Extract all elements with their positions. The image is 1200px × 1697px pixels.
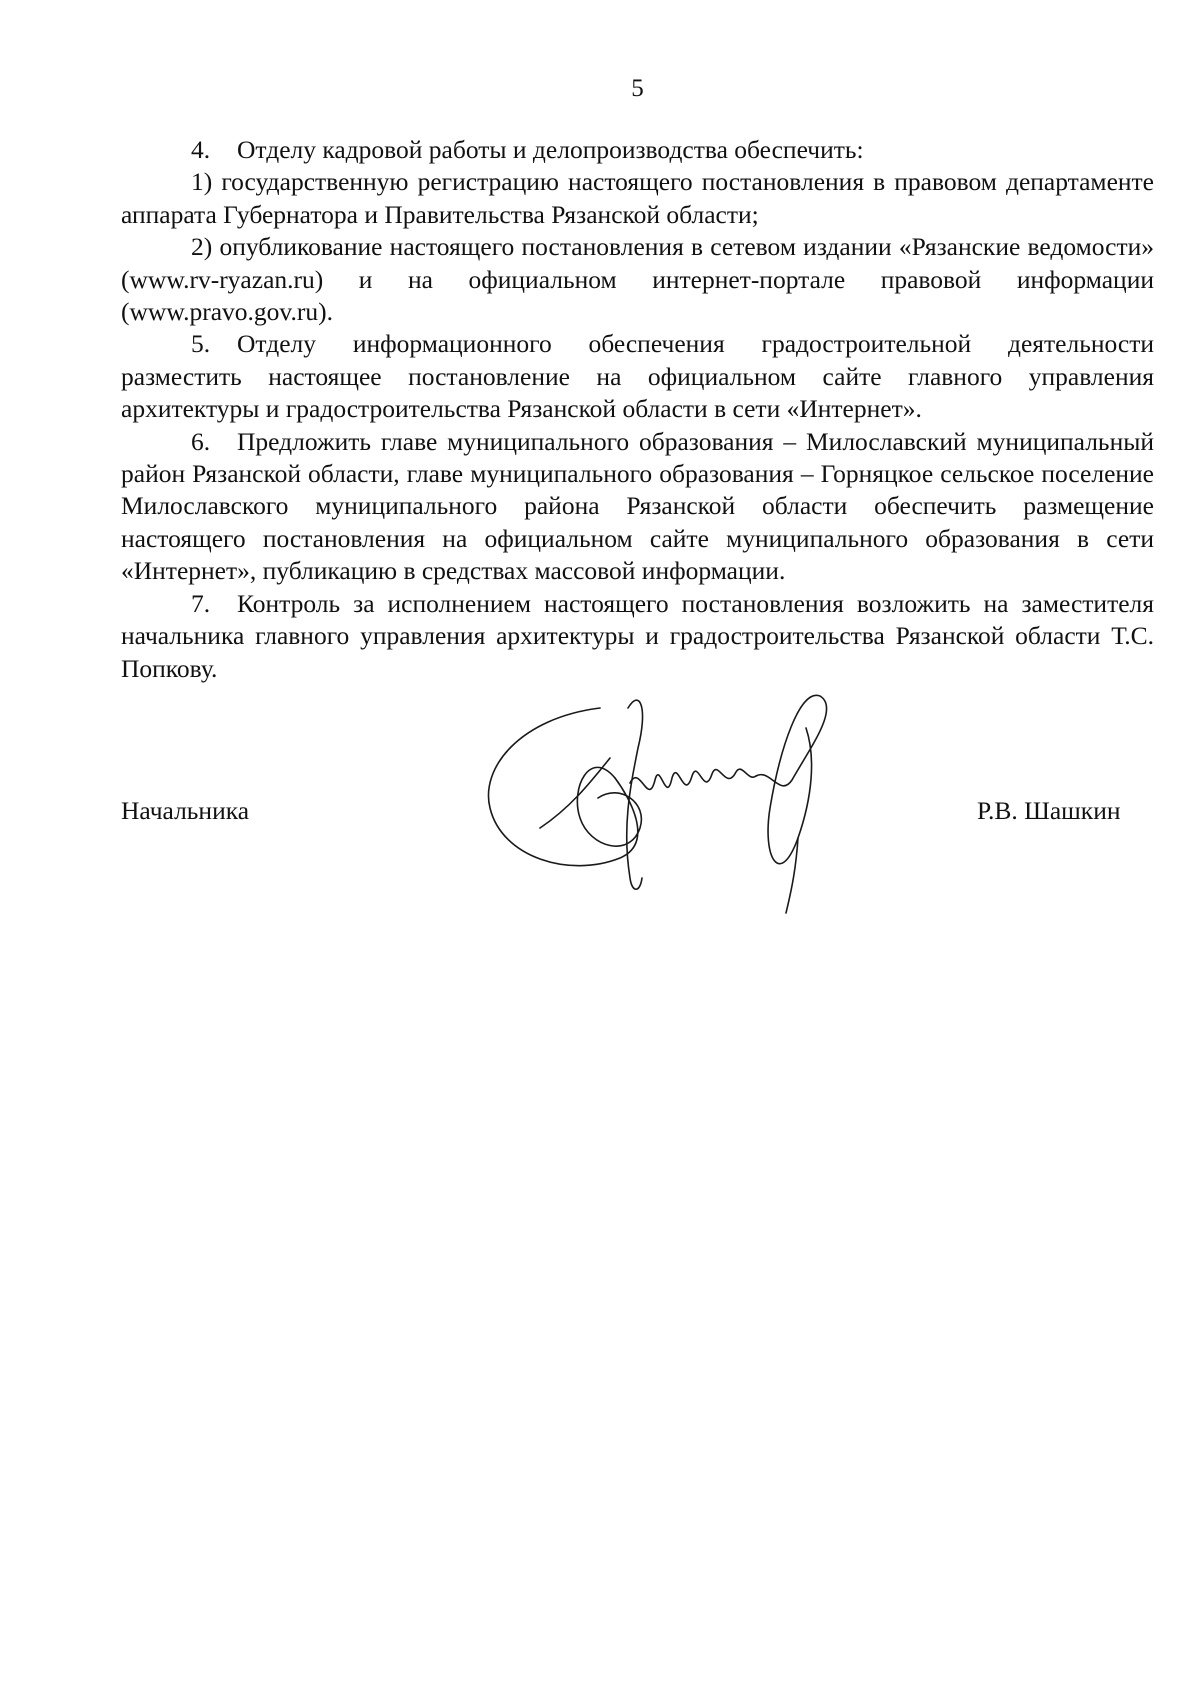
clause-text: 1) государственную регистрацию настоящего постановления в правовом департаменте аппарата Губернатора и Правительства Рязанской области; <box>121 167 1154 229</box>
clause-4 <box>121 134 1154 166</box>
signatory-name: Р.В. Шашкин <box>977 796 1121 825</box>
clause-4-subitem-2 <box>121 231 1154 328</box>
clause-text: Предложить главе муниципального образования – Милославский муниципальный район Рязанской области, главе муниципального образования – Горняцкое сельское поселение Милославского муниципального района Рязанской области обеспечить размещение настоящего постановления на официальном сайте муниципального образования в сети «Интернет», публикацию в средствах массовой информации. <box>121 426 1154 586</box>
clause-number: 4. <box>191 135 211 164</box>
clause-text: Отделу кадровой работы и делопроизводства обеспечить: <box>237 135 864 164</box>
clause-number: 6. <box>191 426 211 456</box>
clause-number: 5. <box>191 329 211 359</box>
handwritten-signature <box>480 688 890 928</box>
clause-4-subitem-1 <box>121 166 1154 231</box>
document-body <box>121 134 1154 685</box>
clause-text: Отделу информационного обеспечения градостроительной деятельности разместить настоящее постановление на официальном сайте главного управления архитектуры и градостроительства Рязанской области в сети «Интернет». <box>121 329 1154 424</box>
clause-7 <box>121 588 1154 685</box>
clause-text: 2) опубликование настоящего постановления в сетевом издании «Рязанские ведомости» (www.rv-ryazan.ru) и на официальном интернет-портале правовой информации (www.pravo.gov.ru). <box>121 232 1154 327</box>
signatory-role: Начальника <box>121 796 250 825</box>
clause-text: Контроль за исполнением настоящего постановления возложить на заместителя начальника главного управления архитектуры и градостроительства Рязанской области Т.С. Попкову. <box>121 588 1154 683</box>
page-number: 5 <box>631 75 644 102</box>
clause-6 <box>121 426 1154 588</box>
clause-5 <box>121 328 1154 425</box>
clause-number: 7. <box>191 588 211 618</box>
